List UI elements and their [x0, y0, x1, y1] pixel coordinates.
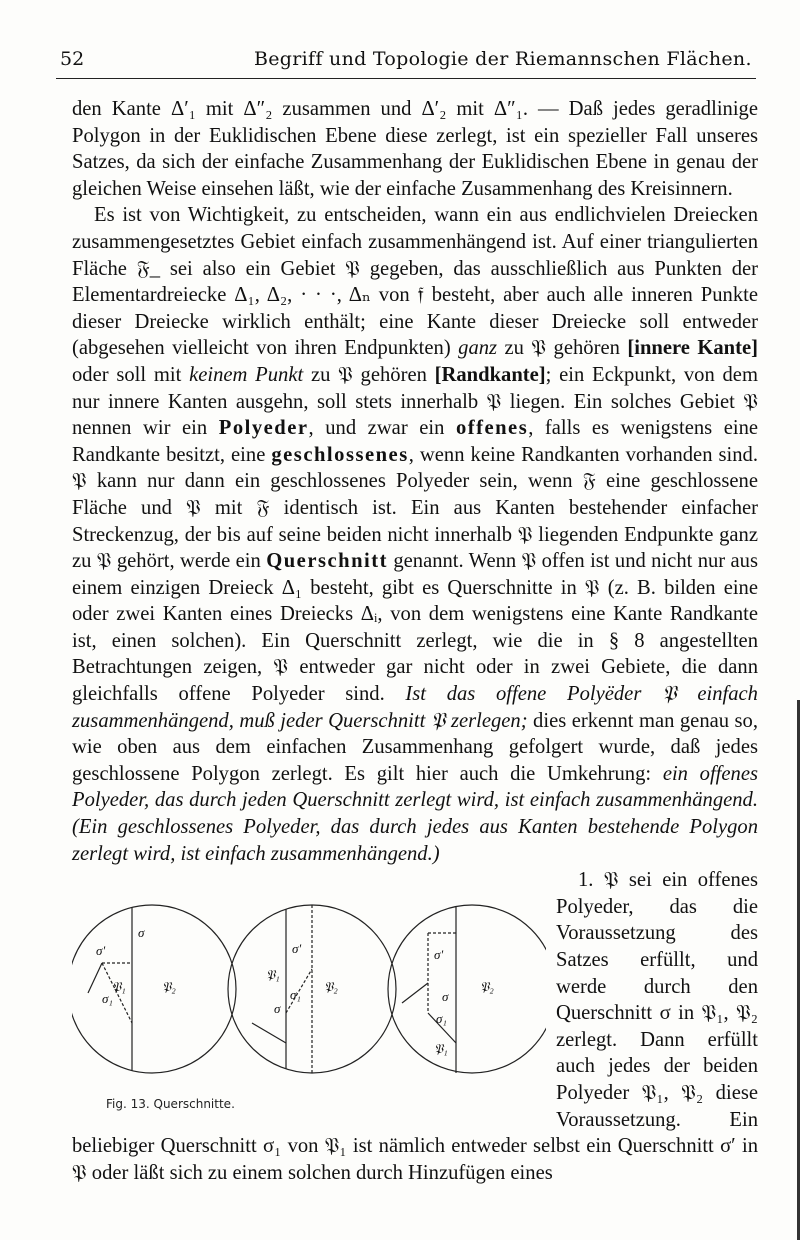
- p2-part-f: , und zwar ein: [308, 417, 456, 440]
- label-p1-2: 𝔓₁: [266, 967, 280, 983]
- label-sigma-prime-2: σ': [292, 941, 302, 957]
- label-sigma-3: σ: [442, 989, 449, 1005]
- paragraph-3: 1. 𝔓 sei ein offenes Polyeder, das die Voraussetzung des Satzes erfüllt, und werde durch den Querschnitt σ in 𝔓₁, 𝔓₂ zerlegt. Dann erfüllt auch jedes der beiden Polyeder 𝔓₁, 𝔓₂ diese Voraussetzung. Ein beliebiger Querschnitt σ₁ von 𝔓₁ ist nämlich entweder selbst ein Querschnitt σ′ in 𝔓 oder läßt sich zu einem solchen durch Hinzufügen eines: [72, 869, 758, 1184]
- figure-caption: Fig. 13. Querschnitte.: [106, 1097, 235, 1112]
- figure-circle-3: [388, 905, 546, 1073]
- label-sigma-one-2: σ₁: [290, 987, 301, 1003]
- label-sigma-2: σ: [274, 1001, 281, 1017]
- paragraph-1: den Kante Δ′₁ mit Δ″₂ zusammen und Δ′₂ mit Δ″₁. — Daß jedes geradlinige Polygon in der Euklidischen Ebene diese zerlegt, ist ein spezieller Fall unseres Satzes, da sich der einfache Zusammenhang der Euklidischen Ebene in genau der gleichen Weise einsehen läßt, wie der einfache Zusammenhang des Kreisinnern.: [72, 98, 758, 200]
- figure-13: [72, 873, 546, 1115]
- label-sigma-prime-3: σ': [434, 947, 444, 963]
- label-sigma-1: σ: [138, 925, 145, 941]
- emph-keinem-punkt: keinem Punkt: [189, 363, 304, 386]
- body-text: [72, 96, 758, 1186]
- label-sigma-one-1: σ₁: [102, 991, 113, 1007]
- p2-part-g: , falls es wenigstens eine Randkante besitzt, eine: [72, 417, 759, 466]
- label-p2-3: 𝔓₂: [480, 979, 494, 995]
- page-edge-mark: [792, 700, 800, 1240]
- term-randkante: [Randkante]: [434, 363, 546, 386]
- term-querschnitt: Querschnitt: [266, 550, 388, 573]
- converse-statement: ein offenes Polyeder, das durch jeden Querschnitt zerlegt wird, ist einfach zusammenhängend. (Ein geschlossenes Polyeder, das durch jedes aus Kanten bestehende Polygon zerlegt wird, ist einfach zusammenhängend.): [72, 762, 758, 865]
- p2-part-j: dies erkennt man genau so, wie oben aus dem einfachen Zusammenhang gefolgert wurde, daß jedes geschlossene Polygon zerlegt. Es gilt hier auch die Umkehrung:: [72, 709, 758, 785]
- label-sigma-prime-1: σ': [96, 943, 106, 959]
- page-number: 52: [60, 48, 85, 70]
- label-p1-3: 𝔓₁: [434, 1041, 448, 1057]
- p2-part-e: ; ein Eckpunkt, von dem nur innere Kanten ausgehn, soll stets innerhalb 𝔓 liegen. Ein solches Gebiet 𝔓 nennen wir ein: [72, 363, 758, 440]
- term-innere-kante: [innere Kante]: [627, 337, 758, 360]
- p2-part-c: oder soll mit: [72, 363, 190, 386]
- label-p2-1: 𝔓₂: [162, 979, 176, 995]
- emph-ganz: ganz: [458, 337, 498, 360]
- p2-part-a: Es ist von Wichtigkeit, zu entscheiden, wann ein aus endlichvielen Dreiecken zusammengesetztes Gebiet einfach zusammenhängend ist. Auf einer triangulierten Fläche 𝔉_ sei also ein Gebiet 𝔓 gegeben, das ausschließlich aus Punkten der Elementardreiecke Δ₁, Δ₂, · · ·, Δₙ von 𝔣 besteht, aber auch alle inneren Punkte dieser Dreiecke wirklich enthält; eine Kante dieser Dreiecke soll entweder (abgesehen vielleicht von ihren Endpunkten): [72, 204, 758, 360]
- running-head: Begriff und Topologie der Riemannschen Flächen.: [254, 48, 752, 70]
- p2-part-i: genannt. Wenn 𝔓 offen ist und nicht nur aus einem einzigen Dreieck Δ₁ besteht, gibt es Querschnitte in 𝔓 (z. B. bilden eine oder zwei Kanten eines Dreiecks Δᵢ, von dem wenigstens eine Kante Randkante ist, einen solchen). Ein Querschnitt zerlegt, wie die in § 8 angestellten Betrachtungen zeigen, 𝔓 entweder gar nicht oder in zwei Gebiete, die dann gleichfalls offene Polyeder sind.: [72, 550, 758, 706]
- p2-part-d: zu 𝔓 gehören: [303, 363, 435, 386]
- figure-querschnitte: [72, 873, 546, 1113]
- term-polyeder: Polyeder: [218, 417, 309, 440]
- label-p2-2: 𝔓₂: [324, 979, 338, 995]
- page-header: [56, 48, 756, 74]
- header-rule: [56, 78, 756, 79]
- term-geschlossenes: geschlossenes: [271, 443, 409, 466]
- term-offenes: offenes: [455, 417, 529, 440]
- label-sigma-one-3: σ₁: [436, 1011, 447, 1027]
- figure-circle-1: [72, 905, 236, 1073]
- theorem-statement: Ist das offene Polyëder 𝔓 einfach zusammenhängend, muß jeder Querschnitt 𝔓 zerlegen;: [72, 683, 758, 732]
- p2-part-b: zu 𝔓 gehören: [497, 337, 628, 360]
- label-p1-1: 𝔓₁: [112, 979, 126, 995]
- paragraph-2: [72, 202, 758, 867]
- p2-part-h: , wenn keine Randkanten vorhanden sind. 𝔓 kann nur dann ein geschlossenes Polyeder sein, wenn 𝔉 eine geschlossene Fläche und 𝔓 mit 𝔉 identisch ist. Ein aus Kanten bestehender einfacher Streckenzug, der bis auf seine beiden nicht innerhalb 𝔓 liegenden Endpunkte ganz zu 𝔓 gehört, werde ein: [72, 443, 758, 573]
